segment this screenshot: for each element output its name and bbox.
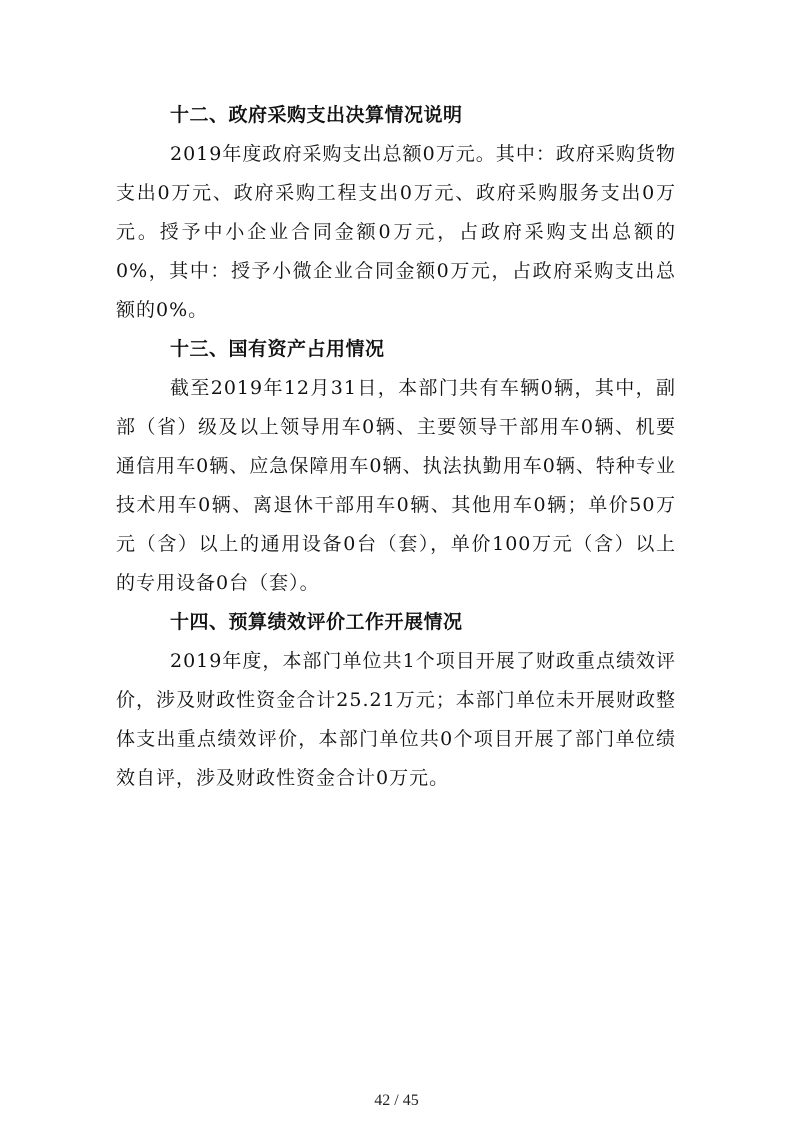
section-body-state-assets: 截至2019年12月31日，本部门共有车辆0辆，其中，副部（省）级及以上领导用车0辆、主要领导干部用车0辆、机要通信用车0辆、应急保障用车0辆、执法执勤用车0辆、特种专业技术用车0辆、离退休干部用车0辆、其他用车0辆；单价50万元（含）以上的通用设备0台（套），单价100万元（含）以上的专用设备0台（套）。: [116, 377, 676, 594]
section-body-performance-evaluation: 2019年度，本部门单位共1个项目开展了财政重点绩效评价，涉及财政性资金合计25.21万元；本部门单位未开展财政整体支出重点绩效评价，本部门单位共0个项目开展了部门单位绩效自评，涉及财政性资金合计0万元。: [116, 650, 676, 789]
section-heading-state-assets: 十三、国有资产占用情况: [170, 338, 385, 360]
page-number: 42 / 45: [374, 1092, 419, 1109]
section-body-government-procurement: 2019年度政府采购支出总额0万元。其中：政府采购货物支出0万元、政府采购工程支出0万元、政府采购服务支出0万元。授予中小企业合同金额0万元，占政府采购支出总额的0%，其中：授予小微企业合同金额0万元，占政府采购支出总额的0%。: [116, 143, 676, 321]
document-content: [116, 96, 676, 798]
section-heading-government-procurement: 十二、政府采购支出决算情况说明: [170, 104, 463, 126]
section-heading-performance-evaluation: 十四、预算绩效评价工作开展情况: [170, 611, 463, 633]
